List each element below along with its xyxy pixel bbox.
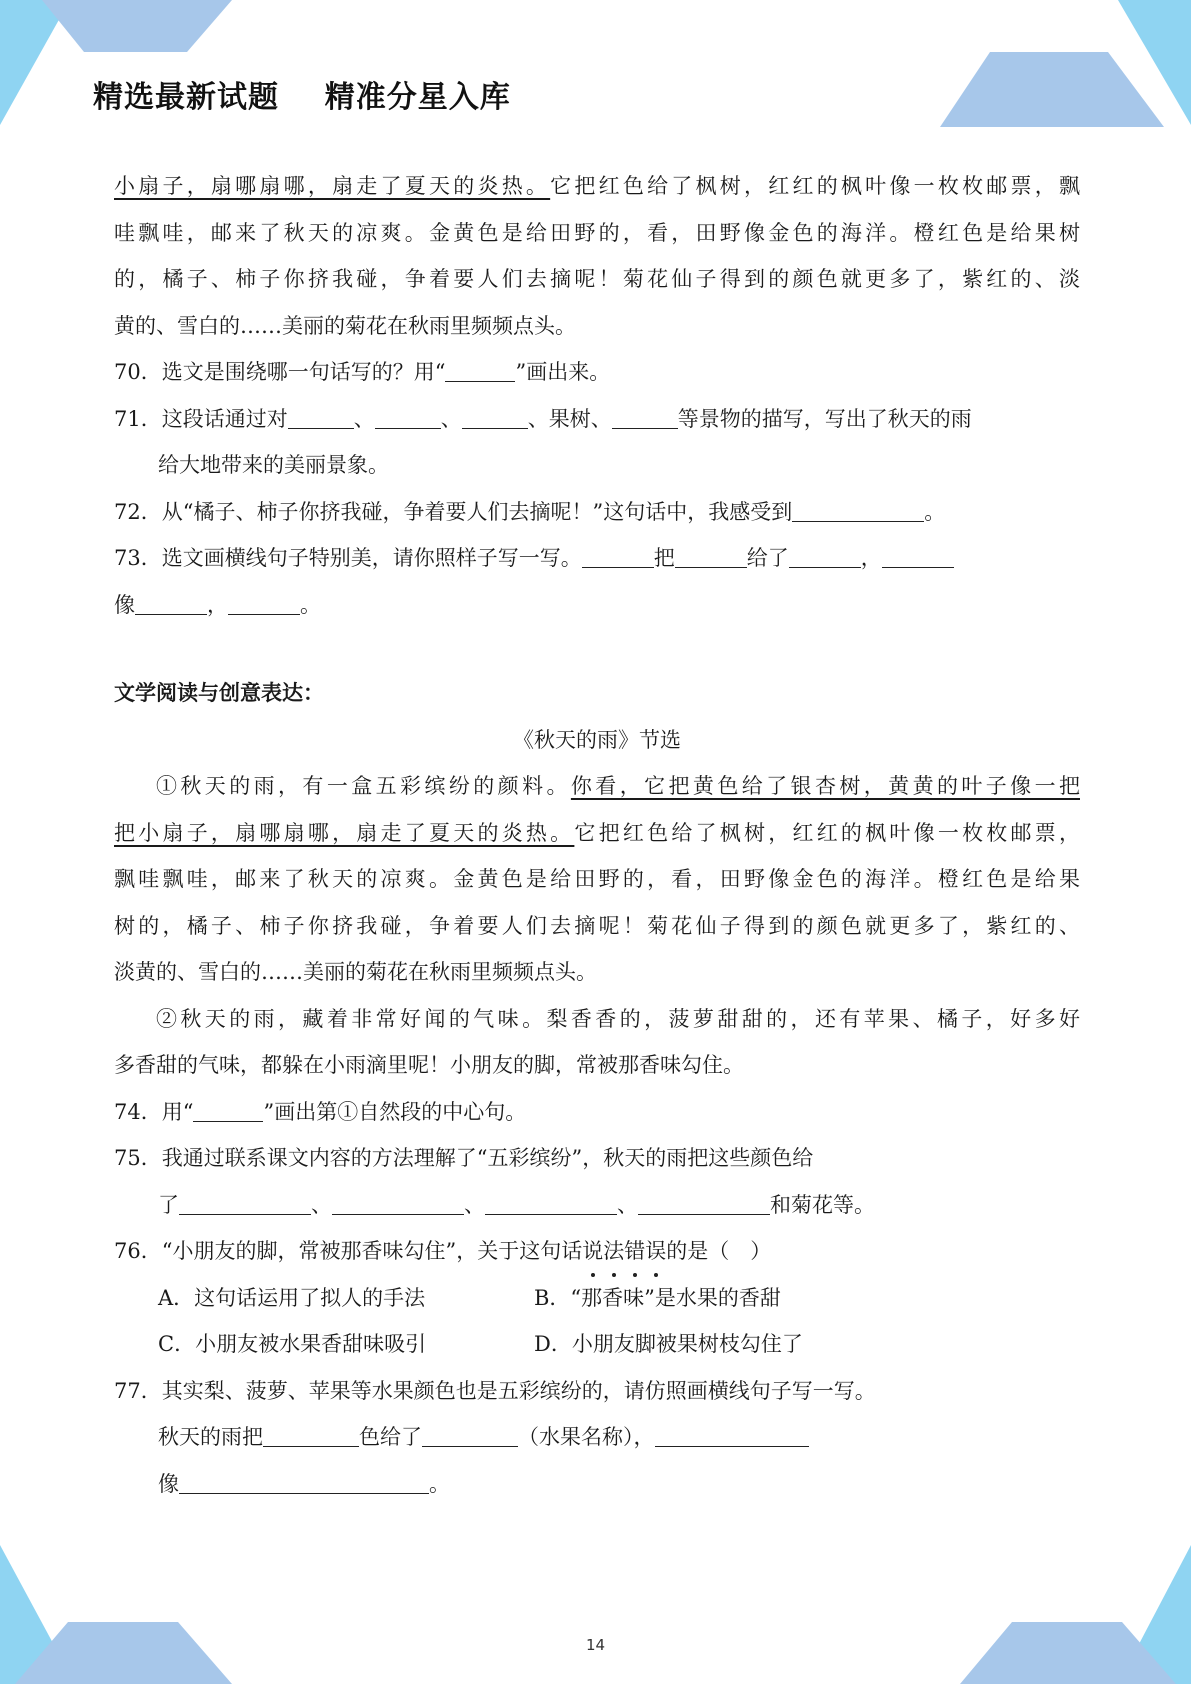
answer-blank[interactable] [263, 1422, 359, 1447]
section-heading: 文学阅读与创意表达： [114, 681, 324, 705]
answer-blank[interactable] [675, 543, 747, 568]
question-73: 73．选文画横线句子特别美，请你照样子写一写。 把 给了 ， [114, 535, 1080, 582]
question-71: 71．这段话通过对 、 、 、果树、 等景物的描写，写出了秋天的雨 [114, 396, 1080, 443]
top-right-trapezoid [940, 52, 1164, 127]
answer-blank[interactable] [789, 543, 861, 568]
question-71-continued: 给大地带来的美丽景象。 [158, 453, 389, 477]
question-76: 76．“小朋友的脚，常被那香味勾住”，关于这句话说法错误的是（ ） [114, 1228, 1080, 1275]
answer-blank[interactable] [375, 404, 441, 429]
top-left-trapezoid [42, 0, 232, 52]
answer-blank[interactable] [332, 1190, 464, 1215]
passage2-p1-line-4: 树的，橘子、柿子你挤我碰，争着要人们去摘呢！菊花仙子得到的颜色就更多了，紫红的、 [114, 913, 1080, 938]
answer-blank[interactable] [485, 1190, 617, 1215]
answer-blank[interactable] [582, 543, 654, 568]
option-b[interactable]: B．“那香味”是水果的香甜 [534, 1285, 781, 1310]
answer-blank[interactable] [135, 590, 207, 615]
answer-blank[interactable] [179, 1469, 429, 1494]
passage1-line-3: 的，橘子、柿子你挤我碰，争着要人们去摘呢！菊花仙子得到的颜色就更多了，紫红的、淡 [114, 267, 1080, 291]
section-spacer [114, 628, 1080, 670]
emphasis-dot-char: 错 [624, 1228, 645, 1275]
question-77-line-3: 像 。 [114, 1461, 1080, 1508]
option-d[interactable]: D．小朋友脚被果树枝勾住了 [534, 1332, 803, 1356]
answer-blank[interactable] [228, 590, 300, 615]
answer-blank[interactable] [792, 497, 924, 522]
passage1-line-4: 黄的、雪白的……美丽的菊花在秋雨里频频点头。 [114, 313, 576, 338]
answer-blank[interactable] [655, 1422, 809, 1447]
passage2-p1-line-2: 把小扇子，扇哪扇哪，扇走了夏天的炎热。它把红色给了枫树，红红的枫叶像一枚枚邮票， [114, 820, 1081, 845]
question-76-options-row-1 [114, 1275, 1080, 1322]
answer-blank[interactable] [179, 1190, 311, 1215]
passage1-line-1: 小扇子，扇哪扇哪，扇走了夏天的炎热。它把红色给了枫树，红红的枫叶像一枚枚邮票，飘 [114, 174, 1081, 198]
passage2-p1-line-3: 飘哇飘哇，邮来了秋天的凉爽。金黄色是给田野的，看，田野像金色的海洋。橙红色是给果 [114, 867, 1080, 891]
question-77-line-2: 秋天的雨把 色给了 （水果名称）， [114, 1414, 1080, 1461]
emphasis-dot-char: 法 [603, 1228, 624, 1275]
answer-blank[interactable] [612, 404, 678, 429]
question-75-continued: 了 、 、 、 和菊花等。 [114, 1182, 1080, 1229]
page-content [114, 163, 1080, 1507]
answer-blank[interactable] [882, 543, 954, 568]
passage2-p2-line-1: ②秋天的雨，藏着非常好闻的气味。梨香香的，菠萝甜甜的，还有苹果、橘子，好多好 [156, 1006, 1080, 1031]
passage2-p2-line-2: 多香甜的气味，都躲在小雨滴里呢！小朋友的脚，常被那香味勾住。 [114, 1053, 744, 1077]
question-74: 74．用“ ”画出第①自然段的中心句。 [114, 1099, 527, 1124]
question-77: 77．其实梨、菠萝、苹果等水果颜色也是五彩缤纷的，请仿照画横线句子写一写。 [114, 1378, 876, 1403]
question-73-continued: 像 ， 。 [114, 582, 1080, 629]
underline-sample [445, 361, 515, 382]
passage2-p1-line-5: 淡黄的、雪白的……美丽的菊花在秋雨里频频点头。 [114, 960, 597, 984]
answer-blank[interactable] [422, 1422, 518, 1447]
underline-sample [193, 1101, 263, 1122]
passage2-p1-line-1: ①秋天的雨，有一盒五彩缤纷的颜料。你看，它把黄色给了银杏树，黄黄的叶子像一把 [156, 774, 1080, 798]
passage-title: 《秋天的雨》节选 [513, 727, 681, 752]
question-75: 75．我通过联系课文内容的方法理解了“五彩缤纷”，秋天的雨把这些颜色给 [114, 1146, 814, 1170]
answer-blank[interactable] [462, 404, 528, 429]
underlined-sentence: 把小扇子，扇哪扇哪，扇走了夏天的炎热。 [114, 820, 575, 845]
page-number: 14 [585, 1636, 606, 1654]
option-a[interactable]: A．这句话运用了拟人的手法 [158, 1285, 426, 1310]
question-70: 70．选文是围绕哪一句话写的？用“ ”画出来。 [114, 360, 611, 384]
emphasis-dot-char: 说 [582, 1228, 603, 1275]
underlined-sentence: 小扇子，扇哪扇哪，扇走了夏天的炎热。 [114, 174, 551, 198]
question-72: 72．从“橘子、柿子你挤我碰，争着要人们去摘呢！”这句话中，我感受到 。 [114, 489, 1080, 536]
answer-blank[interactable] [288, 404, 354, 429]
emphasis-dot-char: 误 [645, 1228, 666, 1275]
underlined-sentence: 你看，它把黄色给了银杏树，黄黄的叶子像一把 [570, 774, 1080, 798]
header-title: 精选最新试题 精准分星入库 [93, 80, 511, 115]
answer-blank[interactable] [638, 1190, 770, 1215]
option-c[interactable]: C．小朋友被水果香甜味吸引 [158, 1332, 427, 1356]
question-76-options-row-2 [114, 1321, 1080, 1368]
passage1-line-2: 哇飘哇，邮来了秋天的凉爽。金黄色是给田野的，看，田野像金色的海洋。橙红色是给果树 [114, 220, 1080, 245]
